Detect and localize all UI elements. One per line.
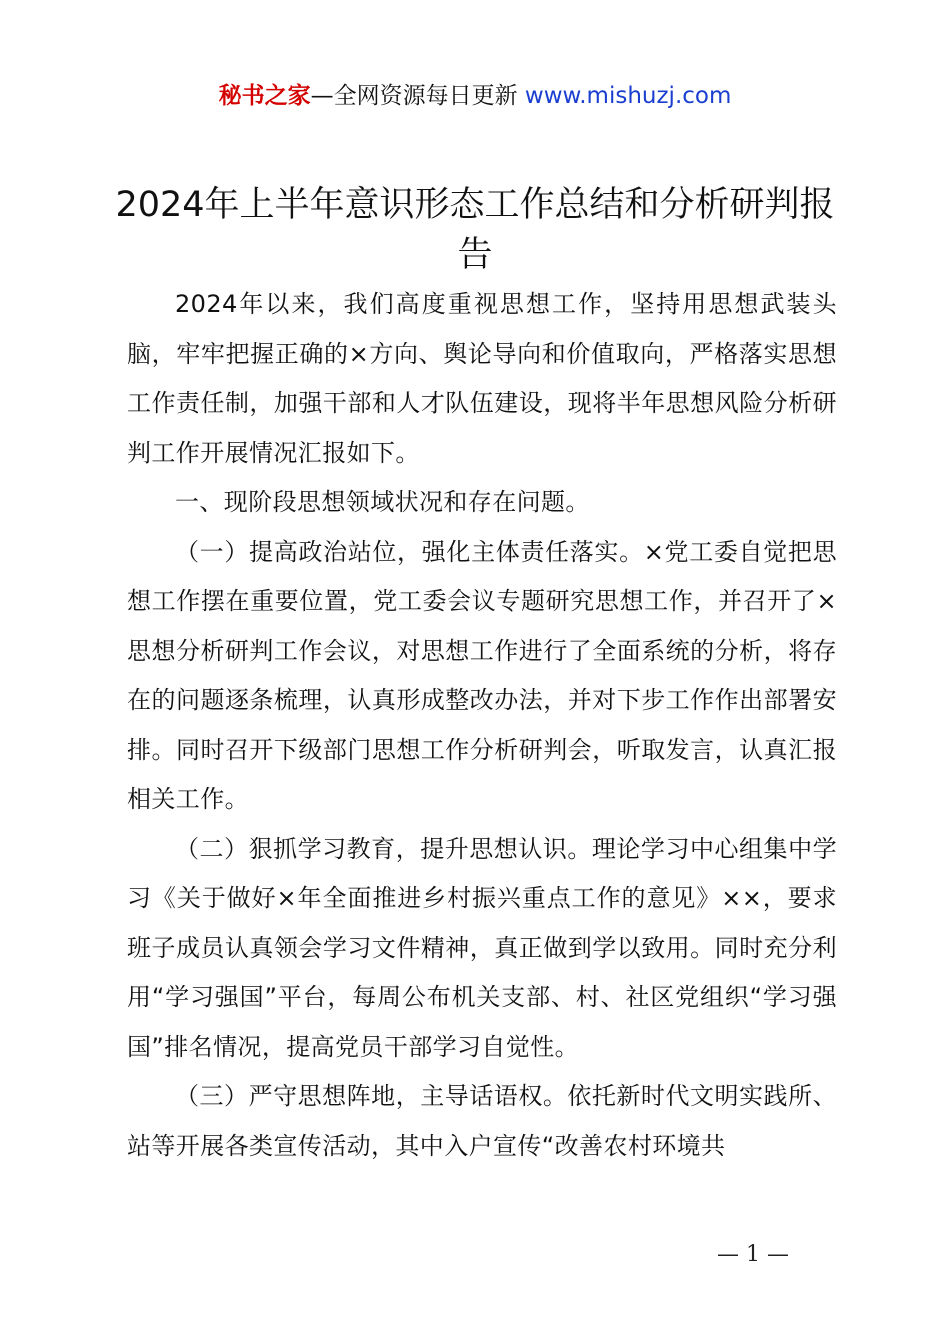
site-brand: 秘书之家 <box>218 83 311 109</box>
site-banner <box>0 80 950 112</box>
document-title: 2024年上半年意识形态工作总结和分析研判报告 <box>115 185 835 275</box>
site-tagline: —全网资源每日更新 <box>310 83 525 109</box>
subsection-paragraph-2: （二）狠抓学习教育，提升思想认识。理论学习中心组集中学习《关于做好×年全面推进乡村振兴重点工作的意见》××，要求班子成员认真领会学习文件精神，真正做到学以致用。同时充分利用“学习强国”平台，每周公布机关支部、村、社区党组织“学习强国”排名情况，提高党员干部学习自觉性。 <box>127 834 837 1061</box>
document-body <box>127 280 837 1171</box>
intro-paragraph: 2024年以来，我们高度重视思想工作，坚持用思想武装头脑，牢牢把握正确的×方向、舆论导向和价值取向，严格落实思想工作责任制，加强干部和人才队伍建设，现将半年思想风险分析研判工作开展情况汇报如下。 <box>127 290 837 467</box>
subsection-paragraph-3: （三）严守思想阵地，主导话语权。依托新时代文明实践所、站等开展各类宣传活动，其中入户宣传“改善农村环境共 <box>127 1082 837 1160</box>
section-heading: 一、现阶段思想领域状况和存在问题。 <box>175 488 590 516</box>
site-url-link[interactable]: www.mishuzj.com <box>524 83 732 109</box>
page-number: — 1 — <box>717 1242 789 1267</box>
subsection-paragraph-1: （一）提高政治站位，强化主体责任落实。×党工委自觉把思想工作摆在重要位置，党工委会议专题研究思想工作，并召开了×思想分析研判工作会议，对思想工作进行了全面系统的分析，将存在的问题逐条梳理，认真形成整改办法，并对下步工作作出部署安排。同时召开下级部门思想工作分析研判会，听取发言，认真汇报相关工作。 <box>127 537 837 813</box>
